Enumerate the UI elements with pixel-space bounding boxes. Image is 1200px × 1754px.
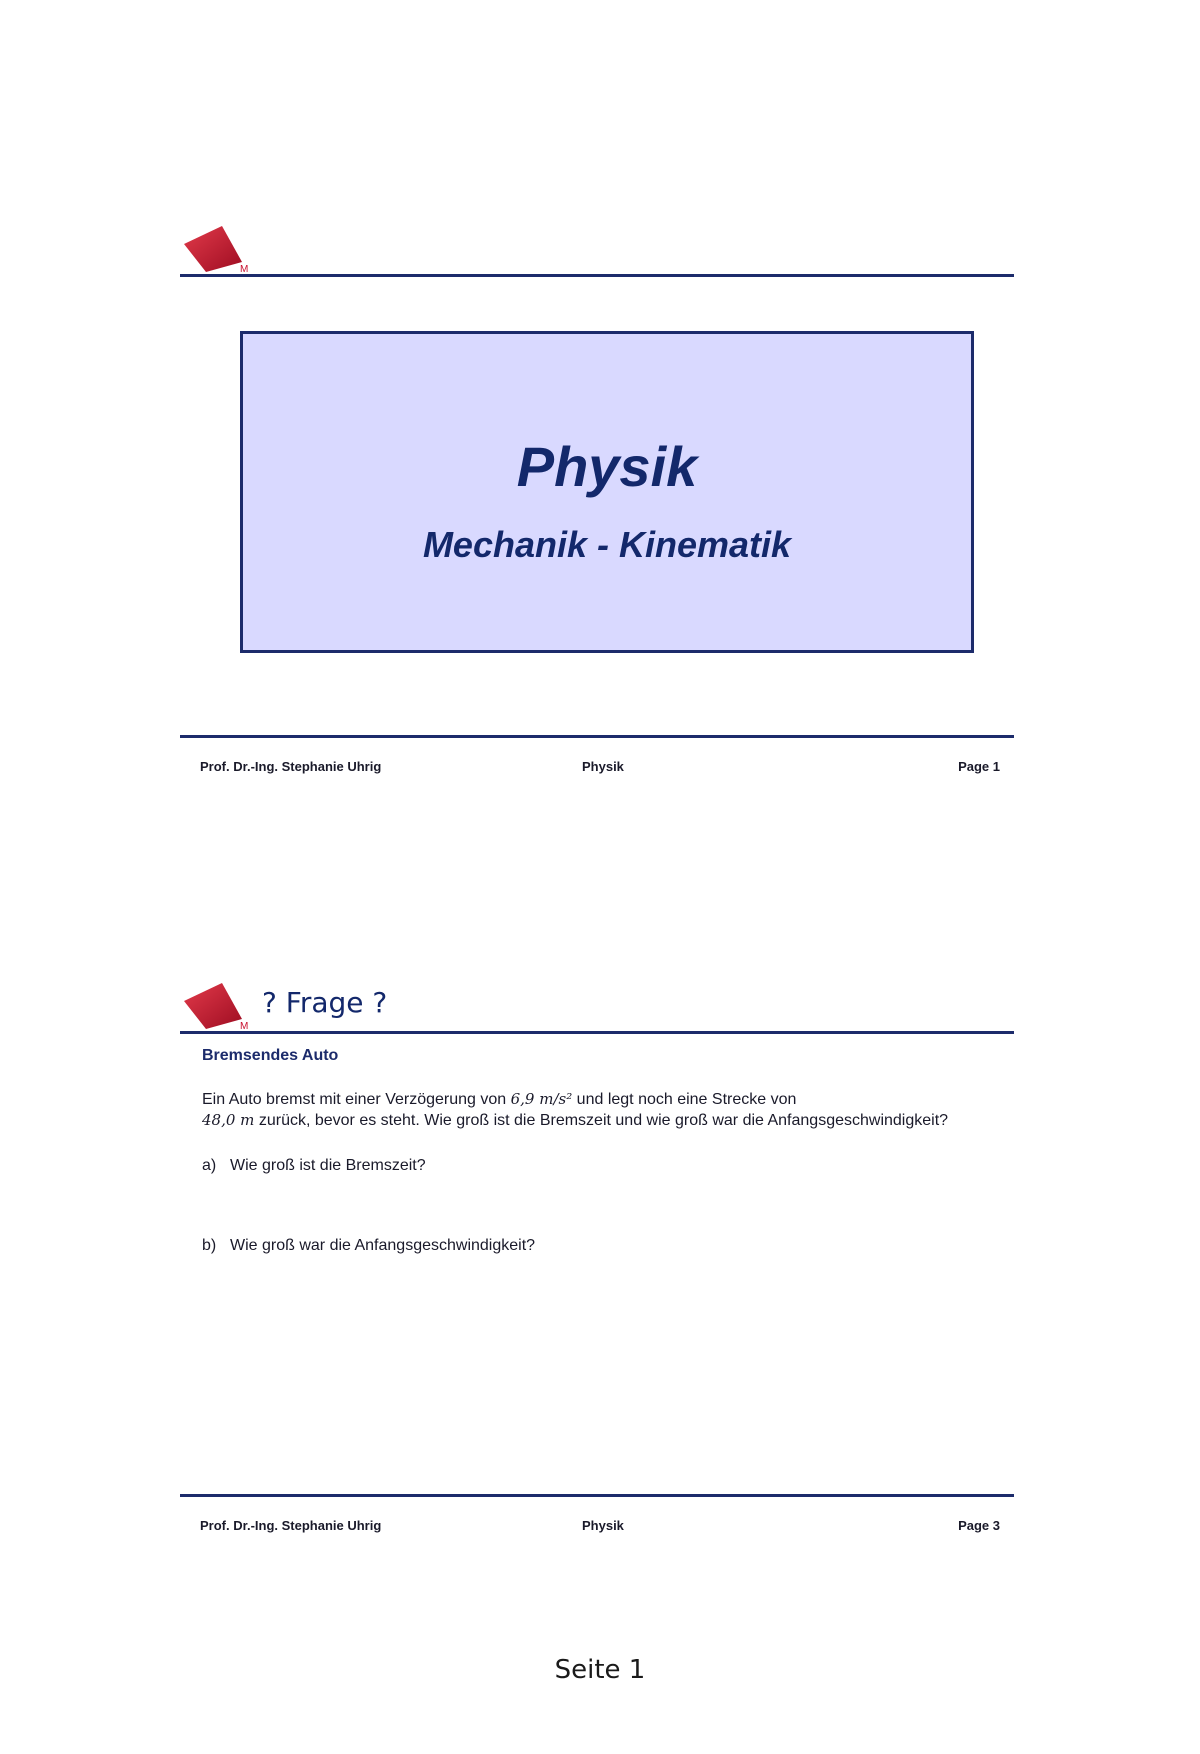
footer-course: Physik: [582, 1518, 624, 1533]
slide-subtitle: Mechanik - Kinematik: [422, 524, 792, 565]
slide-heading: ? Frage ?: [262, 986, 388, 1019]
page-number: Seite 1: [554, 1655, 646, 1685]
question-b: b) Wie groß war die Anfangsgeschwindigkeit?: [202, 1237, 536, 1254]
footer-rule: [180, 1494, 1014, 1497]
footer-page: Page 3: [958, 1518, 1000, 1533]
question-title: Bremsendes Auto: [202, 1047, 339, 1064]
university-logo-icon: [182, 979, 252, 1031]
svg-text:M: M: [240, 1021, 249, 1031]
slide-title: Physik: [516, 435, 698, 498]
slide-content: [202, 1047, 962, 1255]
footer-page: Page 1: [958, 759, 1000, 774]
deceleration-value: 6,9 m/s²: [510, 1090, 573, 1108]
slide-1: [180, 218, 1014, 778]
footer-author: Prof. Dr.-Ing. Stephanie Uhrig: [200, 1518, 382, 1533]
header-rule: [180, 1031, 1014, 1034]
header-rule: [180, 274, 1014, 277]
svg-text:M: M: [240, 264, 249, 274]
footer-rule: [180, 735, 1014, 738]
question-a: a) Wie groß ist die Bremszeit?: [202, 1157, 426, 1174]
footer-author: Prof. Dr.-Ing. Stephanie Uhrig: [200, 759, 382, 774]
footer-course: Physik: [582, 759, 624, 774]
slide-2: [180, 975, 1014, 1545]
distance-value: 48,0 m: [202, 1111, 255, 1129]
title-box: [240, 331, 974, 653]
task-text: Ein Auto bremst mit einer Verzögerung von 6,9 m/s² und legt noch eine Strecke von 48,0 m zurück, bevor es steht. Wie groß ist die Bremszeit und wie groß war die Anfangsgeschwindigkeit?: [202, 1090, 949, 1129]
university-logo-icon: [182, 222, 252, 274]
